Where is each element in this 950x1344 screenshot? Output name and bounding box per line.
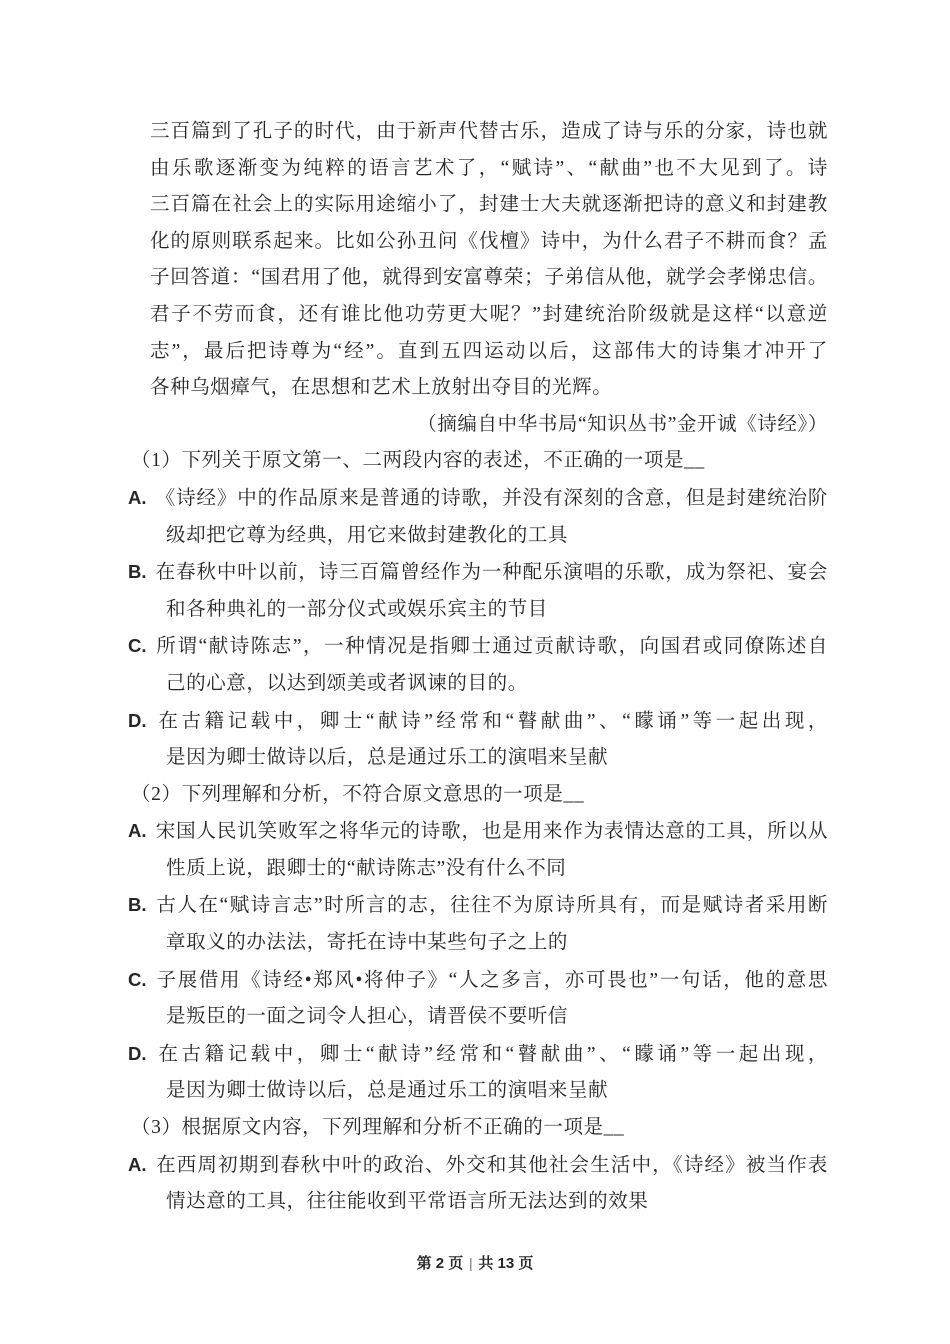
question-1-option-c-continued: 己的心意，以达到颂美或者讽谏的目的。 — [166, 672, 528, 694]
passage-line: 化的原则联系起来。比如公孙丑问《伐檀》诗中，为什么君子不耕而食？孟 — [150, 230, 828, 252]
question-1-number: （1） — [131, 450, 182, 472]
option-label-a: A. — [128, 1153, 147, 1175]
option-text: 《诗经》中的作品原来是普通的诗歌，并没有深刻的含意，但是封建统治阶 — [155, 487, 828, 509]
question-2-option-d-continued: 是因为卿士做诗以后，总是通过乐工的演唱来呈献 — [166, 1080, 609, 1102]
question-2-stem-text: 下列理解和分析，不符合原文意思的一项是__ — [181, 783, 585, 805]
option-text: 宋国人民讥笑败军之将华元的诗歌，也是用来作为表情达意的工具，所以从 — [155, 821, 828, 843]
question-1-option-d — [128, 703, 828, 741]
total-pages-indicator: 共 13 页 — [478, 1254, 534, 1272]
current-page-indicator: 第 2 页 — [416, 1254, 464, 1272]
question-2-option-d — [128, 1036, 828, 1074]
question-2-option-a-continued: 性质上说，跟卿士的“献诗陈志”没有什么不同 — [166, 857, 567, 879]
option-text: 在春秋中叶以前，诗三百篇曾经作为一种配乐演唱的乐歌，成为祭祀、宴会 — [155, 562, 828, 584]
question-2-stem — [131, 777, 950, 814]
question-2-option-c-continued: 是叛臣的一面之词令人担心，请晋侯不要听信 — [166, 1006, 569, 1028]
option-text: 所谓“献诗陈志”，一种情况是指卿士通过贡献诗歌，向国君或同僚陈述自 — [155, 636, 828, 658]
page-footer — [0, 1252, 950, 1273]
option-label-d: D. — [128, 709, 147, 731]
option-label-a: A. — [128, 820, 147, 842]
question-2-option-b-continued: 章取义的办法法，寄托在诗中某些句子之上的 — [166, 932, 569, 954]
question-3-stem — [131, 1110, 950, 1147]
question-3-number: （3） — [131, 1117, 182, 1139]
question-2-option-a — [128, 813, 828, 851]
passage-line: 三百篇到了孔子的时代，由于新声代替古乐，造成了诗与乐的分家，诗也就 — [150, 121, 828, 142]
option-label-a: A. — [128, 486, 147, 508]
question-1-option-c — [128, 628, 828, 666]
passage-line: 志”，最后把诗尊为“经”。直到五四运动以后，这部伟大的诗集才冲开了 — [150, 340, 828, 362]
passage-line: 子回答道：“国君用了他，就得到安富尊荣；子弟信从他，就学会孝悌忠信。 — [150, 267, 828, 289]
passage-line: 各种乌烟瘴气，在思想和艺术上放射出夺目的光辉。 — [150, 377, 613, 399]
passage-attribution: （摘编自中华书局“知识丛书”金开诚《诗经》） — [417, 413, 828, 435]
question-1-option-a-continued: 级却把它尊为经典，用它来做封建教化的工具 — [166, 524, 569, 546]
option-text: 在西周初期到春秋中叶的政治、外交和其他社会生活中，《诗经》被当作表 — [155, 1154, 828, 1176]
question-3-option-a-continued: 情达意的工具，往往能收到平常语言所无法达到的效果 — [166, 1191, 649, 1213]
question-3-stem-text: 根据原文内容，下列理解和分析不正确的一项是__ — [181, 1117, 625, 1139]
option-text: 在古籍记载中，卿士“献诗”经常和“瞽献曲”、“矇诵”等一起出现， — [155, 710, 828, 732]
footer-separator: | — [469, 1255, 473, 1272]
passage-line: 君子不劳而食，还有谁比他功劳更大呢？”封建统治阶级就是这样“以意逆 — [150, 303, 828, 325]
option-text: 子展借用《诗经•郑风•将仲子》“人之多言，亦可畏也”一句话，他的意思 — [155, 969, 828, 991]
passage-line: 由乐歌逐渐变为纯粹的语言艺术了，“赋诗”、“献曲”也不大见到了。诗 — [150, 157, 828, 179]
question-1-option-d-continued: 是因为卿士做诗以后，总是通过乐工的演唱来呈献 — [166, 747, 609, 769]
option-text: 古人在“赋诗言志”时所言的志，往往不为原诗所具有，而是赋诗者采用断 — [155, 895, 828, 917]
question-1-option-b — [128, 554, 828, 592]
option-text: 在古籍记载中，卿士“献诗”经常和“瞽献曲”、“矇诵”等一起出现， — [155, 1043, 828, 1065]
question-2-option-c — [128, 962, 828, 1000]
option-label-d: D. — [128, 1042, 147, 1064]
question-1-stem — [131, 443, 950, 480]
question-2-number: （2） — [131, 783, 182, 805]
question-1-option-b-continued: 和各种典礼的一部分仪式或娱乐宾主的节目 — [166, 598, 548, 620]
question-1-option-a — [128, 480, 828, 518]
question-2-option-b — [128, 887, 828, 925]
passage-line: 三百篇在社会上的实际用途缩小了，封建士大夫就逐渐把诗的意义和封建教 — [150, 194, 828, 216]
option-label-b: B. — [128, 561, 147, 583]
question-1-stem-text: 下列关于原文第一、二两段内容的表述，不正确的一项是__ — [181, 450, 705, 472]
question-3-option-a — [128, 1147, 828, 1185]
option-label-c: C. — [128, 635, 147, 657]
option-label-b: B. — [128, 894, 147, 916]
option-label-c: C. — [128, 968, 147, 990]
